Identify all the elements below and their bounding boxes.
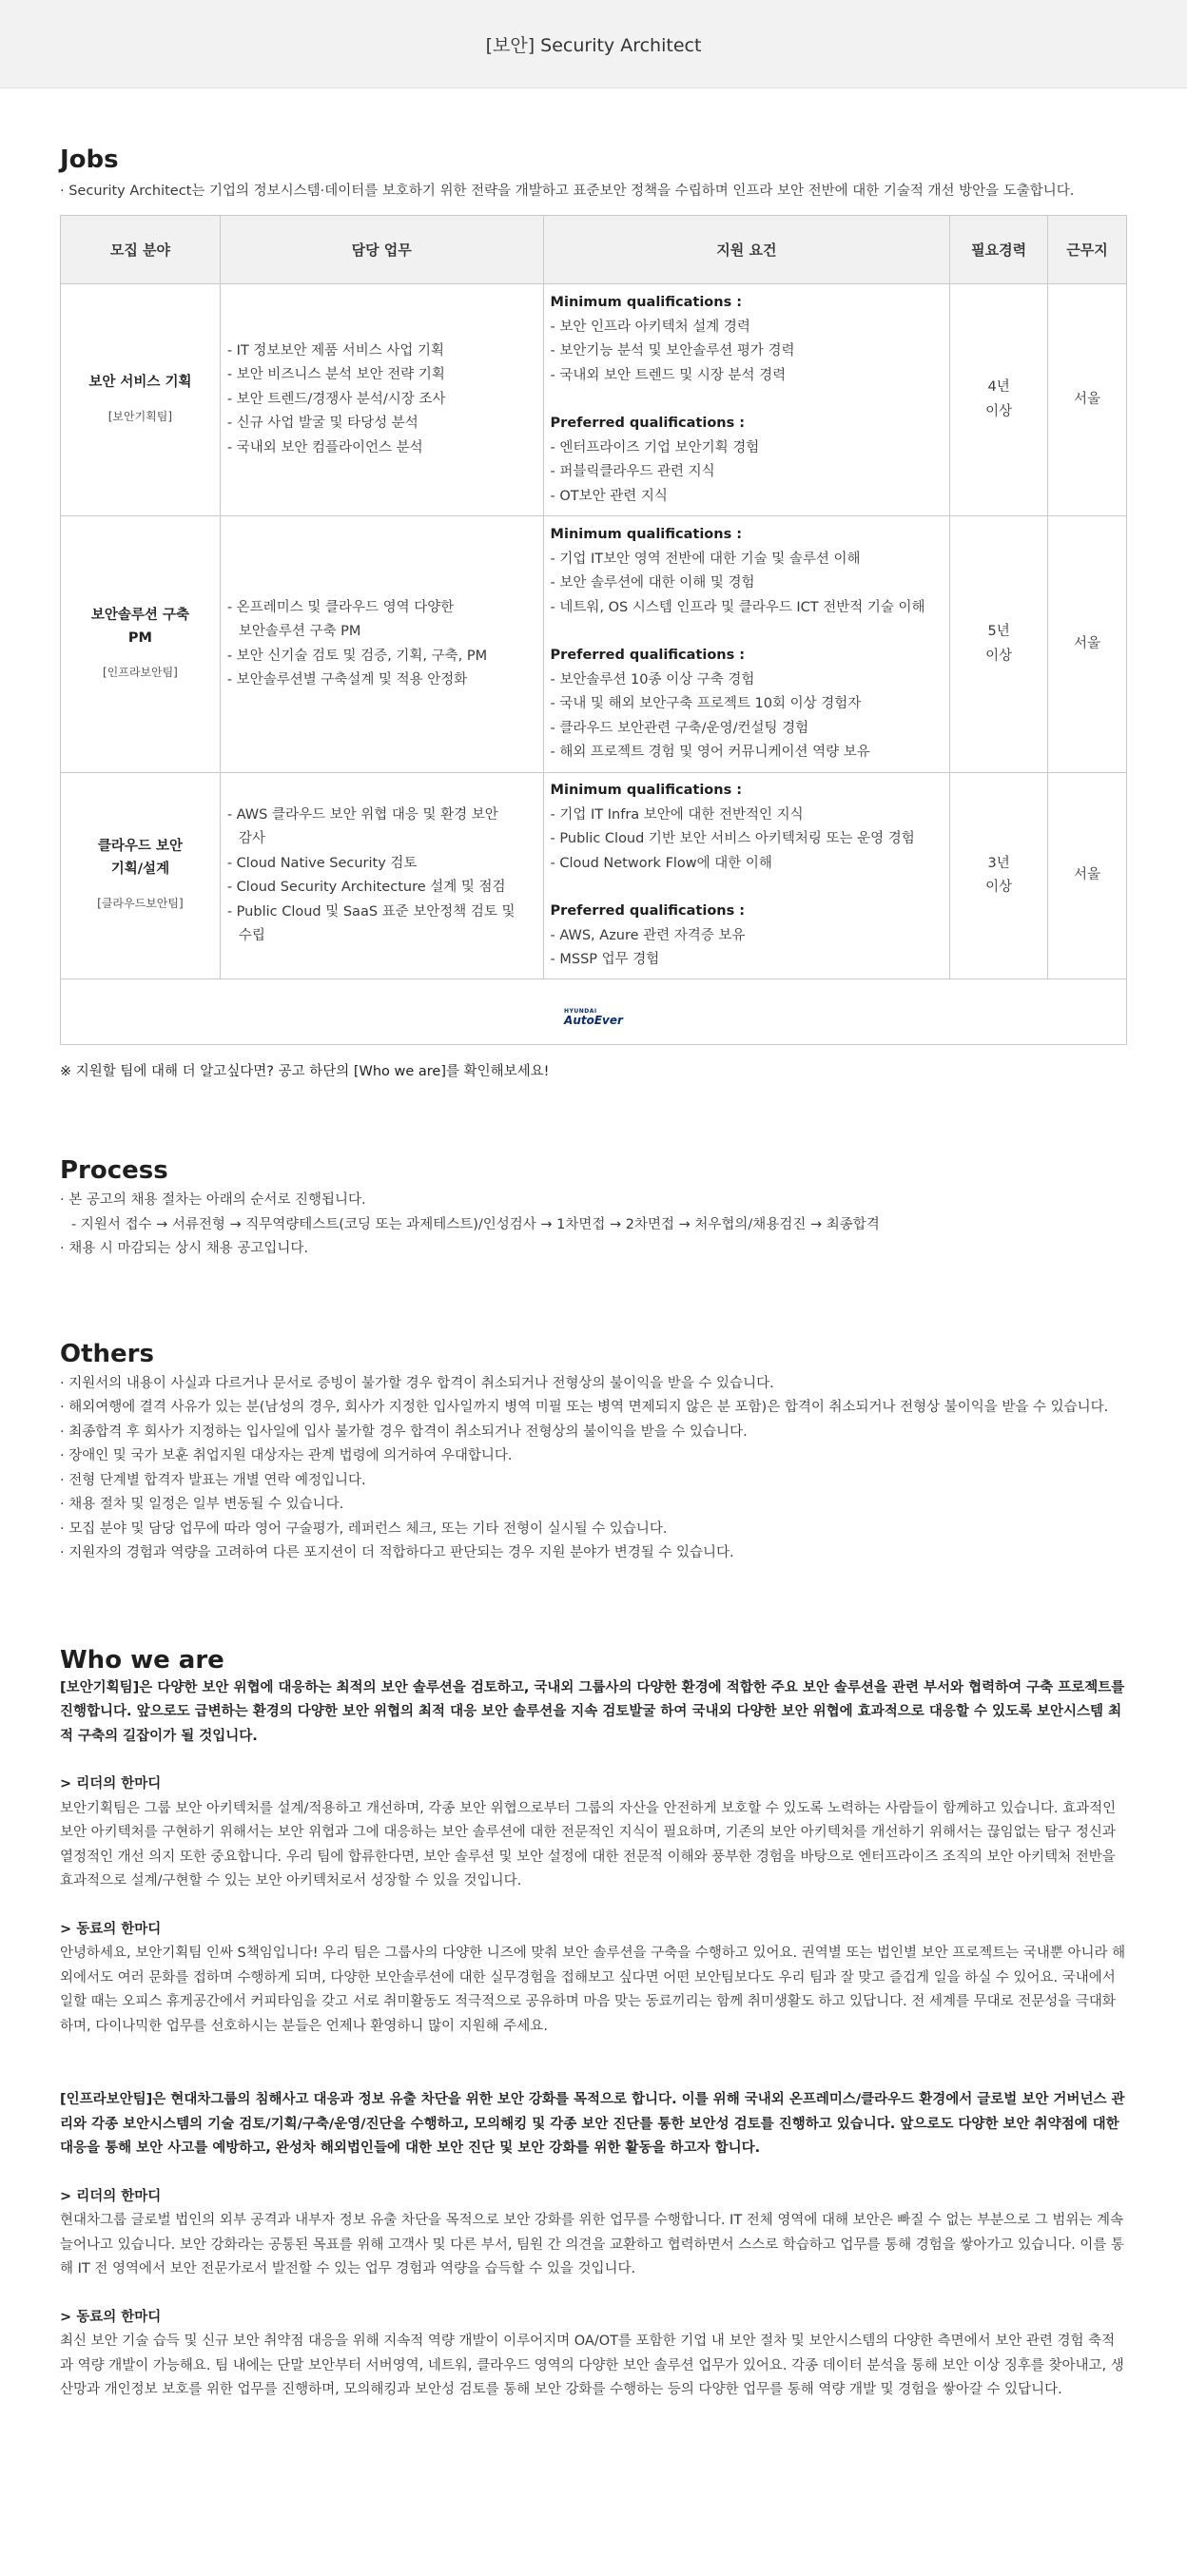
duty-item: - 국내외 보안 컴플라이언스 분석 xyxy=(226,439,423,455)
pref-qual-item: - 클라우드 보안관련 구축/운영/컨설팅 경험 xyxy=(550,720,809,736)
team2-peer-section xyxy=(60,2306,1127,2403)
min-qual-item: - 보안 인프라 아키텍처 설계 경력 xyxy=(550,319,750,335)
job-field-name: 클라우드 보안 xyxy=(97,839,183,855)
others-list xyxy=(60,1372,1127,1566)
job-requirements-cell xyxy=(543,773,950,979)
pref-qual-item: - OT보안 관련 지식 xyxy=(550,488,668,504)
min-qual-item: - 기업 IT보안 영역 전반에 대한 기술 및 솔루션 이해 xyxy=(550,551,861,567)
pref-qual-title: Preferred qualifications : xyxy=(550,903,746,920)
job-field-cell xyxy=(61,284,221,516)
job-team-tag: [인프라보안팀] xyxy=(102,665,178,679)
job-duties-cell xyxy=(220,773,543,979)
duty-item: - 보안 트렌드/경쟁사 분석/시장 조사 xyxy=(226,391,446,407)
team1-intro: [보안기획팀]은 다양한 보안 위협에 대응하는 최적의 보안 솔루션을 검토하고, 국내외 그룹사의 다양한 환경에 적합한 주요 보안 솔루션을 관련 부서와 협력하여 구축 프로젝트를 진행합니다. 앞으로도 급변하는 환경의 다양한 보안 위협의 최적 대응 보안 솔루션을 지속 검토발굴 하여 국내외 다양한 보안 위협에 효과적으로 대응할 수 있도록 보안시스템 최적 구축의 길잡이가 될 것입니다. xyxy=(60,1679,1125,1744)
process-steps: - 지원서 접수 → 서류전형 → 직무역량테스트(코딩 또는 과제테스트)/인성검사 → 1차면접 → 2차면접 → 처우협의/채용검진 → 최종합격 xyxy=(71,1216,880,1232)
others-line: · 지원자의 경험과 역량을 고려하여 다른 포지션이 더 적합하다고 판단되는 경우 지원 분야가 변경될 수 있습니다. xyxy=(60,1545,734,1560)
job-field-cell xyxy=(61,773,221,979)
team2-leader-section xyxy=(60,2185,1127,2282)
others-heading: Others xyxy=(60,1339,154,1368)
duty-item-cont: 감사 xyxy=(238,831,265,846)
company-logo xyxy=(564,1009,623,1026)
job-requirements-cell xyxy=(543,284,950,516)
team2-leader-text: 현대차그룹 글로벌 법인의 외부 공격과 내부자 정보 유출 차단을 목적으로 보안 강화를 위한 업무를 수행합니다. IT 전체 영역에 대해 보안은 빠질 수 없는 부분으로 그 범위는 계속 늘어나고 있습니다. 보안 강화라는 공통된 목표를 위해 고객사 및 다른 부서, 팀원 간 의견을 교환하고 협력하면서 스스로 학습하고 업무를 통해 경험을 쌓아가고 있습니다. 이를 통해 IT 전 영역에서 보안 전문가로서 발전할 수 있는 업무 경험과 역량을 습득할 수 있을 것입니다. xyxy=(60,2213,1124,2276)
table-header-row xyxy=(61,216,1127,284)
team1-leader-title: > 리더의 한마디 xyxy=(60,1776,162,1792)
who-we-are-heading: Who we are xyxy=(60,1645,224,1675)
job-field-name-line2: PM xyxy=(127,629,152,646)
others-line: · 채용 절차 및 일정은 일부 변동될 수 있습니다. xyxy=(60,1497,344,1512)
min-qual-item: - Cloud Network Flow에 대한 이해 xyxy=(550,855,772,871)
jobs-table xyxy=(60,215,1127,1045)
min-qual-item: - 보안기능 분석 및 보안솔루션 평가 경력 xyxy=(550,343,795,358)
team2-intro: [인프라보안팀]은 현대차그룹의 침해사고 대응과 정보 유출 차단을 위한 보안 강화를 목적으로 합니다. 이를 위해 국내외 온프레미스/클라우드 환경에서 글로벌 보안 거버넌스 관리와 각종 보안시스템의 기술 검토/기획/구축/운영/진단을 수행하고, 모의해킹 및 각종 보안 진단를 통한 보안성 검토를 진행하고 있습니다. 앞으로도 다양한 보안 취약점에 대한 대응을 통해 보안 사고를 예방하고, 완성차 해외법인들에 대한 보안 진단 및 보안 강화를 위한 활동을 하고자 합니다. xyxy=(60,2092,1125,2156)
team1-leader-section xyxy=(60,1772,1127,1894)
min-qual-item: - Public Cloud 기반 보안 서비스 아키텍처링 또는 운영 경험 xyxy=(550,831,915,847)
duty-item-cont: 보안솔루션 구축 PM xyxy=(238,624,361,639)
team1-peer-text: 안녕하세요, 보안기획팀 인싸 S책임입니다! 우리 팀은 그룹사의 다양한 니즈에 맞춰 보안 솔루션을 구축을 수행하고 있어요. 권역별 또는 법인별 보안 프로젝트는 국내뿐 아니라 해외에서도 여러 문화를 접하며 수행하게 되며, 다양한 보안솔루션에 대한 실무경험을 접해보고 싶다면 어떤 보안팀보다도 우리 팀과 잘 맞고 즐겁게 일을 하실 수 있어요. 국내에서 일할 때는 오피스 휴게공간에서 커피타임을 갖고 서로 취미활동도 적극적으로 공유하며 마음 맞는 동료끼리는 함께 취미생활도 하고 있답니다. 전 세계를 무대로 전문성을 극대화하며, 다이나믹한 업무를 선호하시는 분들은 언제나 환영하니 많이 지원해 주세요. xyxy=(60,1946,1126,2034)
team2-peer-title: > 동료의 한마디 xyxy=(60,2309,162,2325)
job-location-cell: 서울 xyxy=(1048,516,1127,773)
jobs-intro: · Security Architect는 기업의 정보시스템·데이터를 보호하기 위한 전략을 개발하고 표준보안 정책을 수립하며 인프라 보안 전반에 대한 기술적 개선 방안을 도출합니다. xyxy=(60,184,1075,199)
job-requirements-cell xyxy=(543,516,950,773)
process-line: · 본 공고의 채용 절차는 아래의 순서로 진행됩니다. xyxy=(60,1192,366,1208)
team1-peer-section xyxy=(60,1918,1127,2040)
col-header-field: 모집 분야 xyxy=(61,216,221,284)
logo-cell xyxy=(61,979,1127,1045)
job-location-cell: 서울 xyxy=(1048,773,1127,979)
experience-years: 5년 xyxy=(987,624,1010,639)
job-experience-cell xyxy=(950,284,1048,516)
experience-qualifier: 이상 xyxy=(985,648,1013,664)
process-heading: Process xyxy=(60,1156,168,1185)
duty-item: - Public Cloud 및 SaaS 표준 보안정책 검토 및 xyxy=(226,903,516,920)
job-duties-cell xyxy=(220,284,543,516)
col-header-requirements: 지원 요건 xyxy=(543,216,950,284)
col-header-experience: 필요경력 xyxy=(950,216,1048,284)
table-row xyxy=(61,516,1127,773)
pref-qual-item: - AWS, Azure 관련 자격증 보유 xyxy=(550,927,746,943)
team-note: ※ 지원할 팀에 대해 더 알고싶다면? 공고 하단의 [Who we are]를 확인해보세요! xyxy=(60,1064,550,1079)
duty-item: - Cloud Security Architecture 설계 및 점검 xyxy=(226,880,506,895)
job-experience-cell xyxy=(950,516,1048,773)
others-line: · 전형 단계별 합격자 발표는 개별 연락 예정입니다. xyxy=(60,1472,366,1488)
pref-qual-title: Preferred qualifications : xyxy=(550,648,746,664)
job-location-cell: 서울 xyxy=(1048,284,1127,516)
duty-item: - 보안 신기술 검토 및 검증, 기획, 구축, PM xyxy=(226,648,488,664)
logo-line2: AutoEver xyxy=(564,1014,623,1027)
others-line: · 장애인 및 국가 보훈 취업지원 대상자는 관계 법령에 의거하여 우대합니다. xyxy=(60,1448,513,1463)
pref-qual-item: - 보안솔루션 10종 이상 구축 경험 xyxy=(550,671,755,688)
job-team-tag: [보안기획팀] xyxy=(107,409,173,423)
pref-qual-item: - 해외 프로젝트 경험 및 영어 커뮤니케이션 역량 보유 xyxy=(550,745,870,761)
job-field-name-line2: 기획/설계 xyxy=(110,862,170,878)
team2-leader-title: > 리더의 한마디 xyxy=(60,2188,162,2204)
col-header-location: 근무지 xyxy=(1048,216,1127,284)
team1-peer-title: > 동료의 한마디 xyxy=(60,1921,162,1937)
min-qual-item: - 보안 솔루션에 대한 이해 및 경험 xyxy=(550,575,755,591)
others-line: · 지원서의 내용이 사실과 다르거나 문서로 증빙이 불가할 경우 합격이 취소되거나 전형상의 불이익을 받을 수 있습니다. xyxy=(60,1375,774,1391)
process-line: · 채용 시 마감되는 상시 채용 공고입니다. xyxy=(60,1241,308,1256)
experience-years: 4년 xyxy=(987,379,1010,395)
duty-item: - AWS 클라우드 보안 위협 대응 및 환경 보안 xyxy=(226,806,498,823)
table-row xyxy=(61,284,1127,516)
page-header xyxy=(0,0,1187,88)
duty-item: - 온프레미스 및 클라우드 영역 다양한 xyxy=(226,599,455,615)
job-duties-cell xyxy=(220,516,543,773)
min-qual-title: Minimum qualifications : xyxy=(550,295,743,310)
pref-qual-title: Preferred qualifications : xyxy=(550,416,746,431)
job-field-name: 보안 서비스 기획 xyxy=(88,374,192,390)
page-title: [보안] Security Architect xyxy=(485,34,702,56)
logo-row xyxy=(61,979,1127,1045)
others-line: · 해외여행에 결격 사유가 있는 분(남성의 경우, 회사가 지정한 입사일까지 병역 미필 또는 병역 면제되지 않은 분 포함)은 합격이 취소되거나 전형상 불이익을 받을 수 있습니다. xyxy=(60,1400,1109,1415)
experience-qualifier: 이상 xyxy=(985,880,1013,895)
experience-years: 3년 xyxy=(987,855,1010,871)
jobs-heading: Jobs xyxy=(60,145,119,174)
table-row xyxy=(61,773,1127,979)
pref-qual-item: - MSSP 업무 경험 xyxy=(550,952,660,968)
min-qual-title: Minimum qualifications : xyxy=(550,527,743,543)
pref-qual-item: - 엔터프라이즈 기업 보안기획 경험 xyxy=(550,439,760,455)
process-list xyxy=(60,1189,1127,1262)
duty-item-cont: 수립 xyxy=(238,928,265,943)
team1-leader-text: 보안기획팀은 그룹 보안 아키텍처를 설계/적용하고 개선하며, 각종 보안 위협으로부터 그룹의 자산을 안전하게 보호할 수 있도록 노력하는 사람들이 함께하고 있습니다. 효과적인 보안 아키텍처를 구현하기 위해서는 보안 위협과 그에 대응하는 보안 솔루션에 대한 전문적인 지식이 필요하며, 기존의 보안 아키텍처를 개선하기 위해서는 끊임없는 탐구 정신과 열정적인 개선 의지 또한 중요합니다. 우리 팀에 합류한다면, 보안 솔루션 및 보안 설정에 대한 전문적 이해와 풍부한 경험을 바탕으로 엔터프라이즈 조직의 보안 아키텍처 전반을 효과적으로 설계/구현할 수 있는 보안 아키텍처로서 성장할 수 있을 것입니다. xyxy=(60,1800,1117,1888)
logo-line1: HYUNDAI xyxy=(564,1008,597,1015)
experience-qualifier: 이상 xyxy=(985,403,1013,419)
min-qual-item: - 국내외 보안 트렌드 및 시장 분석 경력 xyxy=(550,367,787,383)
duty-item: - 보안 비즈니스 분석 보안 전략 기획 xyxy=(226,367,445,383)
job-field-name: 보안솔루션 구축 xyxy=(90,607,189,623)
job-team-tag: [클라우드보안팀] xyxy=(97,897,184,911)
duty-item: - 신규 사업 발굴 및 타당성 분석 xyxy=(226,416,418,432)
others-line: · 최종합격 후 회사가 지정하는 입사일에 입사 불가할 경우 합격이 취소되거나 전형상의 불이익을 받을 수 있습니다. xyxy=(60,1424,748,1440)
duty-item: - Cloud Native Security 검토 xyxy=(226,855,418,871)
job-experience-cell xyxy=(950,773,1048,979)
min-qual-item: - 기업 IT Infra 보안에 대한 전반적인 지식 xyxy=(550,806,804,823)
col-header-duties: 담당 업무 xyxy=(220,216,543,284)
job-field-cell xyxy=(61,516,221,773)
content xyxy=(0,145,1187,2403)
team2-peer-text: 최신 보안 기술 습득 및 신규 보안 취약점 대응을 위해 지속적 역량 개발이 이루어지며 OA/OT를 포함한 기업 내 보안 절차 및 보안시스템의 다양한 측면에서 보안 관련 경험 축적과 역량 개발이 가능해요. 팀 내에는 단말 보안부터 서버영역, 네트워, 클라우드 영역의 다양한 보안 솔루션 업무가 있어요. 각종 데이터 분석을 통해 보안 이상 징후를 찾아내고, 생산망과 개인정보 보호를 위한 업무를 진행하며, 모의해킹과 보안성 검토를 통해 보안 강화를 수행하는 등의 다양한 업무를 통해 역량 개발 및 경험을 쌓아갈 수 있답니다. xyxy=(60,2334,1124,2397)
min-qual-item: - 네트워, OS 시스템 인프라 및 클라우드 ICT 전반적 기술 이해 xyxy=(550,599,925,615)
duty-item: - IT 정보보안 제품 서비스 사업 기획 xyxy=(226,342,444,358)
duty-item: - 보안솔루션별 구축설계 및 적용 안정화 xyxy=(226,672,468,688)
min-qual-title: Minimum qualifications : xyxy=(550,783,743,799)
pref-qual-item: - 국내 및 해외 보안구축 프로젝트 10회 이상 경험자 xyxy=(550,696,862,712)
pref-qual-item: - 퍼블릭클라우드 관련 지식 xyxy=(550,464,715,479)
others-line: · 모집 분야 및 담당 업무에 따라 영어 구술평가, 레퍼런스 체크, 또는 기타 전형이 실시될 수 있습니다. xyxy=(60,1520,668,1537)
